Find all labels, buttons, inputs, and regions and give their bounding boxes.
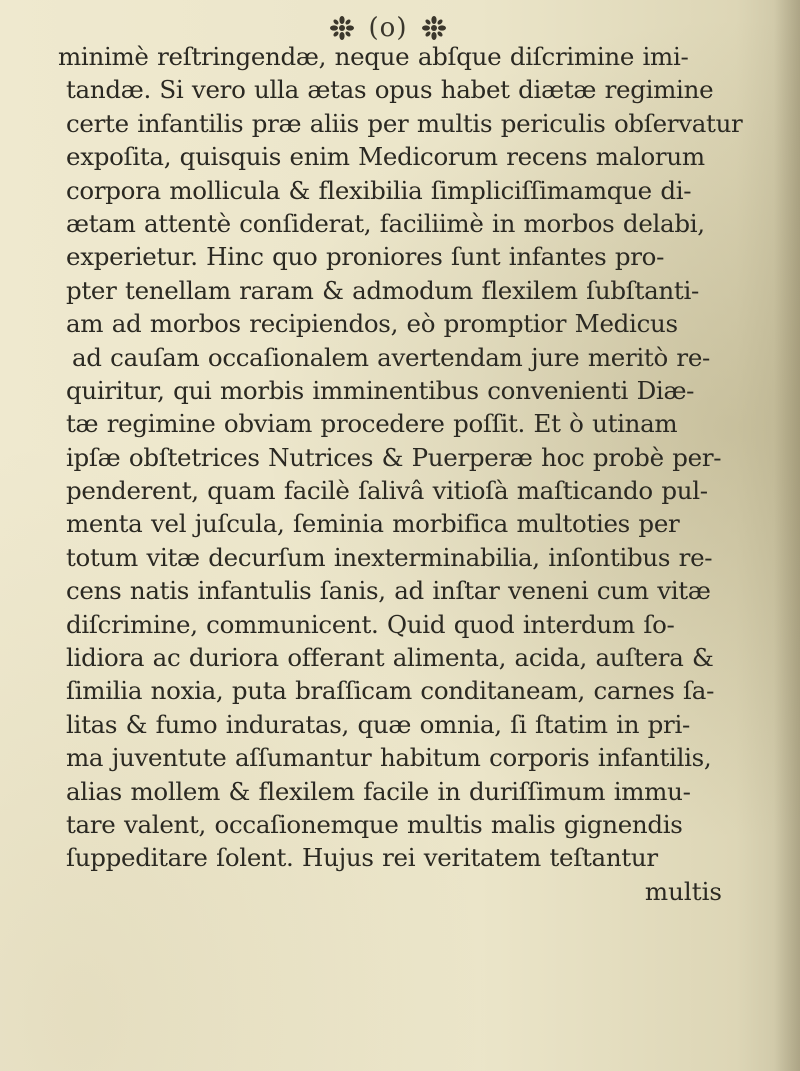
text-line: menta vel juſcula, ſeminia morbifica multoties per bbox=[66, 509, 680, 539]
text-line: penderent, quam facilè ſalivâ vitioſà maſticando pul- bbox=[66, 476, 708, 506]
text-line: lidiora ac duriora offerant alimenta, acida, auſtera & bbox=[66, 643, 714, 673]
floral-ornament-icon bbox=[421, 15, 447, 41]
page-number: (o) bbox=[368, 13, 408, 43]
body-text bbox=[58, 40, 770, 908]
catchword: multis bbox=[644, 876, 722, 906]
text-line: quiritur, qui morbis imminentibus convenienti Diæ- bbox=[66, 375, 695, 405]
text-line: am ad morbos recipiendos, eò promptior Medicus bbox=[66, 309, 678, 339]
text-line: tæ regimine obviam procedere poſſit. Et ò utinam bbox=[66, 409, 678, 439]
text-line: ſimilia noxia, puta braſſicam conditaneam, carnes ſa- bbox=[66, 676, 715, 706]
text-line: corpora mollicula & flexibilia ſimpliciſſimamque di- bbox=[66, 175, 692, 205]
text-line: cens natis infantulis ſanis, ad inſtar veneni cum vitæ bbox=[66, 576, 711, 606]
text-line: ma juventute aſſumantur habitum corporis infantilis, bbox=[66, 743, 712, 773]
text-line: ad cauſam occaſionalem avertendam jure meritò re- bbox=[72, 342, 710, 372]
text-line: ipſæ obſtetrices Nutrices & Puerperæ hoc probè per- bbox=[66, 442, 722, 472]
text-line: tare valent, occaſionemque multis malis gignendis bbox=[66, 809, 683, 839]
text-line: tandæ. Si vero ulla ætas opus habet diætæ regimine bbox=[66, 75, 714, 105]
text-line: ætam attentè conſiderat, faciliimè in morbos delabi, bbox=[66, 208, 705, 238]
text-line: experietur. Hinc quo proniores ſunt infantes pro- bbox=[66, 242, 665, 272]
text-line: pter tenellam raram & admodum flexilem ſubſtanti- bbox=[66, 275, 699, 305]
text-line: totum vitæ decurſum inexterminabilia, inſontibus re- bbox=[66, 542, 713, 572]
text-line: ſuppeditare ſolent. Hujus rei veritatem teſtantur bbox=[66, 843, 658, 873]
page-edge-shadow bbox=[774, 0, 800, 1071]
text-line: alias mollem & flexilem facile in duriſſimum immu- bbox=[66, 776, 691, 806]
floral-ornament-icon bbox=[329, 15, 355, 41]
text-line: minimè reſtringendæ, neque abſque diſcrimine imi- bbox=[58, 42, 689, 71]
text-line: diſcrimine, communicent. Quid quod interdum ſo- bbox=[66, 609, 675, 639]
text-line: litas & fumo induratas, quæ omnia, ſi ſtatim in pri- bbox=[66, 709, 690, 739]
text-line: certe infantilis præ aliis per multis periculis obſervatur bbox=[66, 108, 743, 138]
text-line: expoſita, quisquis enim Medicorum recens malorum bbox=[66, 142, 705, 172]
